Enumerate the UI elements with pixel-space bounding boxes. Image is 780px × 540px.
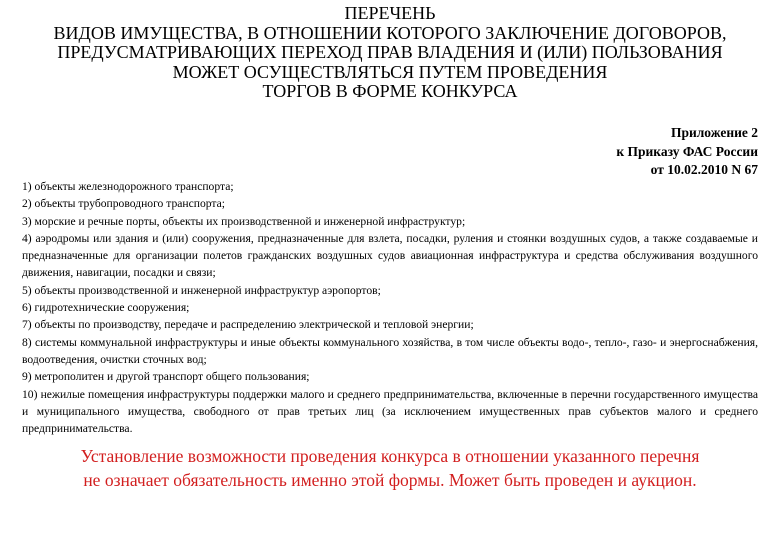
list-item: 7) объекты по производству, передаче и распределению электрической и тепловой энергии; [22, 318, 474, 332]
title-line: ВИДОВ ИМУЩЕСТВА, В ОТНОШЕНИИ КОТОРОГО ЗАКЛЮЧЕНИЕ ДОГОВОРОВ, [53, 22, 727, 43]
appendix-reference [616, 124, 758, 180]
appendix-line: к Приказу ФАС России [616, 143, 758, 159]
auction-note [0, 444, 780, 492]
list-item: 8) системы коммунальной инфраструктуры и иные объекты коммунального хозяйства, в том числе объекты водо-, тепло-, газо- и энергоснабжения, водоотведения, очистки сточных вод; [22, 335, 758, 366]
document-title [0, 4, 780, 102]
title-line: ТОРГОВ В ФОРМЕ КОНКУРСА [262, 81, 518, 101]
appendix-line: от 10.02.2010 N 67 [650, 162, 758, 177]
title-line: МОЖЕТ ОСУЩЕСТВЛЯТЬСЯ ПУТЕМ ПРОВЕДЕНИЯ [172, 61, 608, 82]
title-line: ПЕРЕЧЕНЬ [344, 3, 436, 23]
list-item: 3) морские и речные порты, объекты их производственной и инженерной инфраструктур; [22, 214, 466, 228]
note-line: не означает обязательность именно этой формы. Может быть проведен и аукцион. [83, 470, 697, 490]
property-type-list [22, 178, 758, 437]
list-item: 2) объекты трубопроводного транспорта; [22, 197, 225, 211]
title-line: ПРЕДУСМАТРИВАЮЩИХ ПЕРЕХОД ПРАВ ВЛАДЕНИЯ И (ИЛИ) ПОЛЬЗОВАНИЯ [57, 42, 723, 62]
appendix-line: Приложение 2 [670, 125, 758, 140]
list-item: 9) метрополитен и другой транспорт общего пользования; [22, 370, 310, 384]
list-item: 10) нежилые помещения инфраструктуры поддержки малого и среднего предпринимательства, включенные в перечни государственного имущества и муниципального имущества, свободного от прав третьих лиц (за исключением имущественных прав субъектов малого и среднего предпринимательства. [22, 387, 758, 436]
list-item: 1) объекты железнодорожного транспорта; [22, 180, 234, 193]
list-item: 6) гидротехнические сооружения; [22, 301, 190, 315]
note-line: Установление возможности проведения конкурса в отношении указанного перечня [80, 446, 700, 466]
list-item: 4) аэродромы или здания и (или) сооружения, предназначенные для взлета, посадки, руления и стоянки воздушных судов, а также создаваемые и предназначенные для организации полетов гражданских воздушных судов авиационная инфраструктура и средства обслуживания воздушного движения, навигации, посадки и связи; [22, 231, 758, 280]
list-item: 5) объекты производственной и инженерной инфраструктур аэропортов; [22, 283, 381, 297]
